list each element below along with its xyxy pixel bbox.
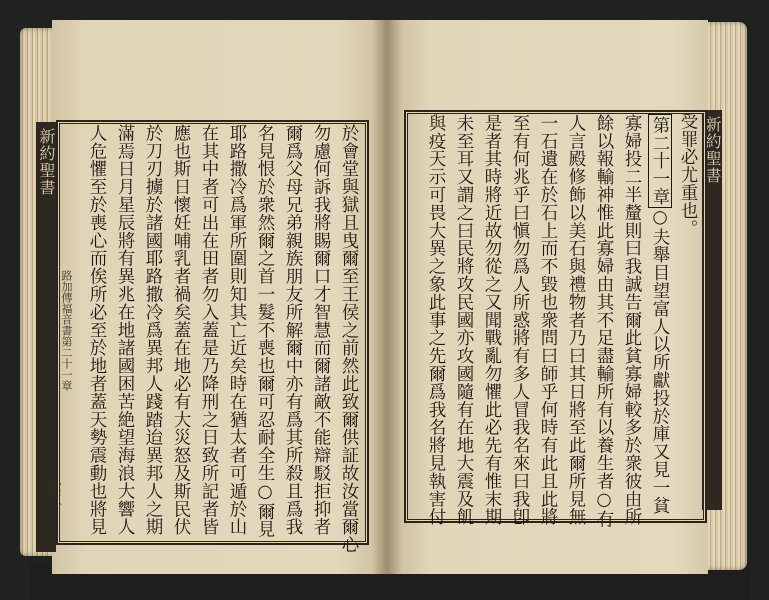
book-gutter [372,20,402,574]
left-column-5: 耶路撒冷爲軍所圍則知其亡近矣時在猶太者可遁於山 [227,124,247,536]
left-column-2: 勿慮何訴我將賜爾口才智慧而爾諸敵不能辯駁拒抑者 [311,124,331,536]
left-column-3: 爾爲父母兄弟親族朋友所解爾中亦有爲其所殺且爲我 [283,124,303,536]
right-running-title: 新約聖書 [703,116,722,184]
left-column-4: 名見恨於衆然爾之首一髮不喪也爾可忍耐全生○爾見 [255,124,275,539]
left-column-1: 於會堂與獄且曳爾至王侯之前然此致爾供証故汝當爾心 [339,124,359,554]
right-column-3: 餘以報輸神惟此寡婦由其不足盡輸所有以養生者○有 [594,114,614,529]
right-column-5: 一石遺在於石上而不毀也衆問曰師乎何時有此且此將 [538,114,558,526]
left-running-subtitle: 路加傳福音書第二十一章 [60,270,73,391]
left-column-10: 人危懼至於喪心而俟所必至於地者蓋天勢震動也將見 [87,124,107,536]
left-column-9: 滿焉日月星辰將有異兆在地諸國困苦絶望海浪大響人 [115,124,135,536]
right-lead-line: 受罪必尤重也。 [678,112,698,238]
right-column-6: 至有何兆乎曰愼勿爲人所惑將有多人冒我名來曰我卽 [510,114,530,526]
right-column-7: 是者其時將近故勿從之又聞戰亂勿懼此必先有惟末期 [482,114,502,526]
right-column-8: 未至耳又謂之曰民將攻民國亦攻國隨有在地大震及飢 [454,114,474,526]
right-column-2: 寡婦投二半釐則曰我誠告爾此貧寡婦較多於衆彼由所 [622,114,642,526]
left-column-6: 在其中者可出在田者勿入蓋是乃降刑之日致所記者皆 [199,124,219,536]
left-page-number: 七三 [46,480,61,506]
right-column-1 [646,114,674,514]
right-column-1-text: ○夫舉目望富人以所獻投於庫又見一貧 [650,207,670,515]
left-column-7: 應也斯日懷妊哺乳者禍矣蓋在地必有大災怒及斯民伏 [171,124,191,536]
right-column-9: 與疫天示可畏大異之象此事之先爾爲我名將見執害付 [426,114,446,526]
chapter-heading: 第二十一章 [650,116,670,206]
right-column-4: 人言殿修飾以美石與禮物者乃曰其日將至此爾所見無 [566,114,586,526]
left-running-title: 新約聖書 [37,128,56,196]
left-column-8: 於刀刃擄於諸國耶路撒冷爲異邦人踐踏迨異邦人之期 [143,124,163,536]
